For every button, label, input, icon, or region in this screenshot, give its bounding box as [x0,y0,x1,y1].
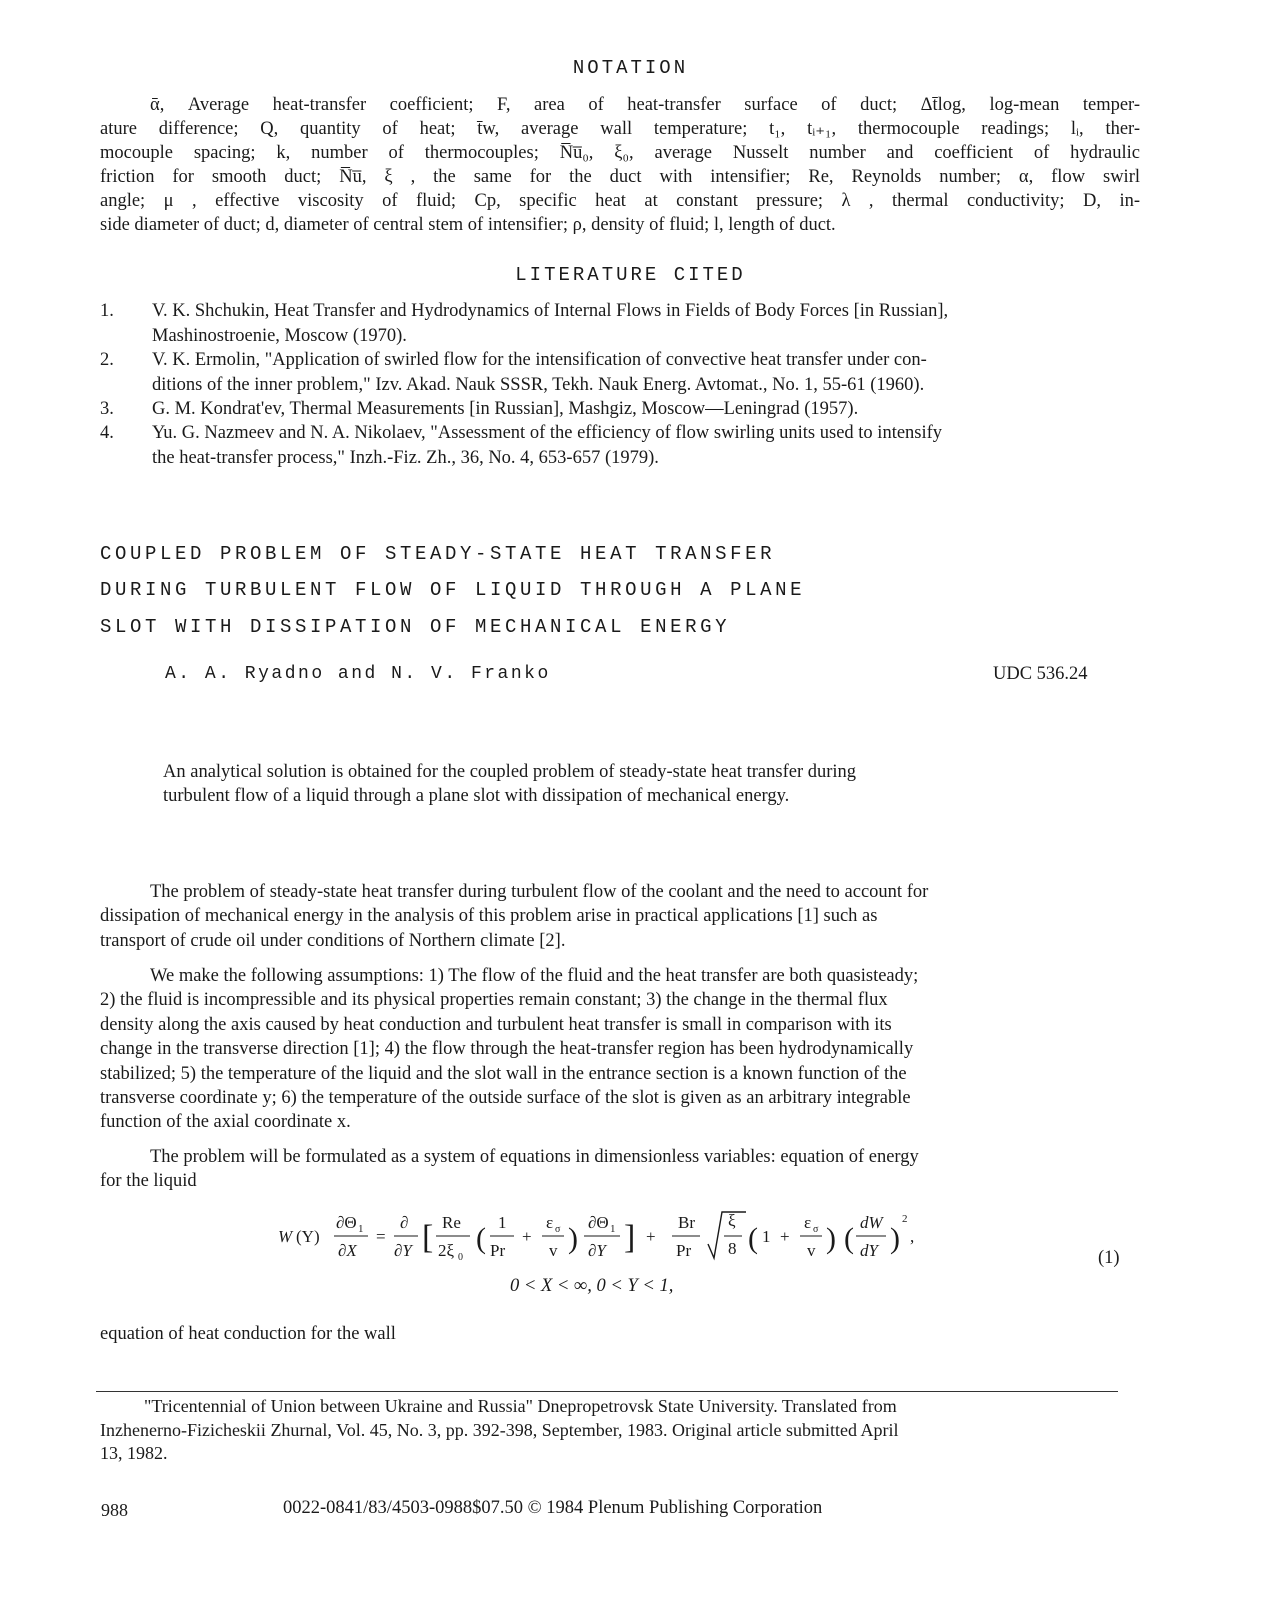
svg-text:+: + [646,1227,656,1246]
notation-line: ature difference; Q, quantity of heat; t̄w, average wall temperature; t₁, tᵢ₊₁, thermocouple readings; lᵢ, ther- [100,119,1140,139]
svg-text:): ) [826,1222,836,1255]
svg-text:2ξ: 2ξ [438,1241,455,1260]
article-title-line: SLOT WITH DISSIPATION OF MECHANICAL ENERGY [100,616,731,638]
svg-text:Pr: Pr [676,1241,692,1260]
energy-equation [270,1206,970,1270]
svg-text:∂Θ: ∂Θ [336,1213,357,1232]
svg-text:Re: Re [442,1213,461,1232]
svg-text:[: [ [422,1219,434,1256]
svg-text:σ: σ [555,1224,561,1235]
page-number: 988 [101,1500,128,1520]
reference-number: 2. [100,350,114,370]
reference-line: the heat-transfer process," Inzh.-Fiz. Zh., 36, No. 4, 653-657 (1979). [152,447,659,468]
reference-number: 4. [100,423,114,443]
notation-line: ᾱ, Average heat-transfer coefficient; F, area of heat-transfer surface of duct; Δt̄log, log-mean temper- [150,95,1140,115]
footnote-line: 13, 1982. [100,1443,168,1463]
footnote-line: Inzhenerno-Fizicheskii Zhurnal, Vol. 45, No. 3, pp. 392-398, September, 1983. Original article submitted April [100,1419,899,1440]
body-line: dissipation of mechanical energy in the analysis of this problem arise in practical applications [1] such as [100,906,878,927]
svg-text:,: , [910,1227,915,1246]
reference-line: V. K. Shchukin, Heat Transfer and Hydrodynamics of Internal Flows in Fields of Body Forces [in Russian], [152,301,949,321]
body-line: The problem of steady-state heat transfer during turbulent flow of the coolant and the need to account for [150,882,929,902]
body-line: function of the axial coordinate x. [100,1112,351,1133]
svg-text:2: 2 [902,1213,908,1225]
svg-text:(: ( [844,1222,854,1255]
svg-text:∂Y: ∂Y [588,1241,606,1260]
reference-number: 3. [100,399,114,419]
reference-line: Mashinostroenie, Moscow (1970). [152,325,407,346]
reference-line: Yu. G. Nazmeev and N. A. Nikolaev, "Assessment of the efficiency of flow swirling units used to intensify [152,423,943,443]
notation-line: mocouple spacing; k, number of thermocouples; N̅u̅₀, ξ₀, average Nusselt number and coefficient of hydraulic [100,143,1140,163]
body-line: equation of heat conduction for the wall [100,1324,396,1344]
abstract [163,760,1043,808]
abstract-line: turbulent flow of a liquid through a plane slot with dissipation of mechanical energy. [163,786,790,806]
svg-text:∂: ∂ [400,1213,409,1232]
body-line: The problem will be formulated as a system of equations in dimensionless variables: equation of energy [150,1147,919,1167]
svg-text:): ) [890,1222,900,1255]
footnote-line: "Tricentennial of Union between Ukraine and Russia" Dnepropetrovsk State University. Translated from [144,1396,897,1416]
svg-text:∂Y: ∂Y [394,1241,412,1260]
svg-text:ε: ε [804,1213,812,1232]
svg-text:σ: σ [813,1224,819,1235]
svg-text:Pr: Pr [490,1241,506,1260]
literature-heading: LITERATURE CITED [515,264,746,286]
body-line: change in the transverse direction [1]; 4) the flow through the heat-transfer region has been hydrodynamically [100,1039,914,1060]
body-line: density along the axis caused by heat conduction and turbulent heat transfer is small in comparison with its [100,1014,892,1035]
reference-line: G. M. Kondrat'ev, Thermal Measurements [in Russian], Mashgiz, Moscow—Leningrad (1957). [152,399,859,419]
svg-text:1: 1 [762,1227,771,1246]
body-paragraph [100,880,1140,953]
udc-code: UDC 536.24 [993,664,1088,684]
svg-text:∂X: ∂X [338,1241,357,1260]
body-paragraph [100,964,1140,1135]
svg-text:1: 1 [358,1223,364,1235]
article-title-line: DURING TURBULENT FLOW OF LIQUID THROUGH A PLANE [100,579,806,601]
svg-text:1: 1 [610,1223,616,1235]
body-line: for the liquid [100,1171,197,1192]
footnote [100,1395,1140,1466]
svg-text:∂Θ: ∂Θ [588,1213,609,1232]
svg-text:v: v [549,1241,558,1260]
svg-text:W: W [278,1227,293,1246]
svg-text:+: + [522,1227,532,1246]
article-authors: A. A. Ryadno and N. V. Franko [165,664,551,684]
article-title-line: COUPLED PROBLEM OF STEADY-STATE HEAT TRANSFER [100,543,776,565]
svg-text:Br: Br [678,1213,695,1232]
svg-text:=: = [376,1227,386,1246]
svg-text:1: 1 [498,1213,507,1232]
body-paragraph [100,1145,1140,1194]
notation-line: friction for smooth duct; N̅u̅, ξ , the same for the duct with intensifier; Re, Reynolds number; α, flow swirl [100,167,1140,187]
body-paragraph [100,1322,1140,1346]
body-line: We make the following assumptions: 1) The flow of the fluid and the heat transfer are both quasisteady; [150,966,919,986]
notation-line: side diameter of duct; d, diameter of central stem of intensifier; ρ, density of fluid; l, length of duct. [100,215,836,235]
equation-domain: 0 < X < ∞, 0 < Y < 1, [510,1276,674,1296]
abstract-line: An analytical solution is obtained for the coupled problem of steady-state heat transfer during [163,762,857,782]
footnote-rule [96,1391,1118,1392]
body-line: transverse coordinate y; 6) the temperature of the outside surface of the slot is given as an arbitrary integrable [100,1088,911,1109]
svg-text:dY: dY [860,1241,878,1260]
svg-text:v: v [807,1241,816,1260]
svg-text:(: ( [476,1222,486,1255]
body-line: 2) the fluid is incompressible and its physical properties remain constant; 3) the change in the thermal flux [100,990,888,1011]
equation-number: (1) [1098,1248,1120,1268]
reference-number: 1. [100,301,114,321]
notation-paragraph [100,93,1140,237]
svg-text:): ) [568,1222,578,1255]
svg-text:dW: dW [860,1213,883,1232]
svg-text:(: ( [748,1222,758,1255]
svg-text:ξ: ξ [728,1211,736,1230]
body-line: transport of crude oil under conditions of Northern climate [2]. [100,930,566,951]
svg-text:+: + [780,1227,790,1246]
notation-line: angle; μ , effective viscosity of fluid; Cp, specific heat at constant pressure; λ , thermal conductivity; D, in- [100,191,1140,211]
svg-text:0: 0 [458,1252,463,1263]
svg-text:]: ] [624,1219,636,1256]
copyright-line: 0022-0841/83/4503-0988$07.50 © 1984 Plenum Publishing Corporation [283,1498,823,1518]
notation-heading: NOTATION [572,57,689,79]
svg-text:ε: ε [546,1213,554,1232]
svg-text:(Y): (Y) [296,1227,320,1246]
svg-text:8: 8 [728,1239,737,1258]
body-line: stabilized; 5) the temperature of the liquid and the slot wall in the entrance section is a known function of the [100,1063,907,1084]
reference-line: ditions of the inner problem," Izv. Akad. Nauk SSSR, Tekh. Nauk Energ. Avtomat., No. 1, 55-61 (1960). [152,374,925,395]
reference-line: V. K. Ermolin, "Application of swirled flow for the intensification of convective heat transfer under con- [152,350,927,370]
